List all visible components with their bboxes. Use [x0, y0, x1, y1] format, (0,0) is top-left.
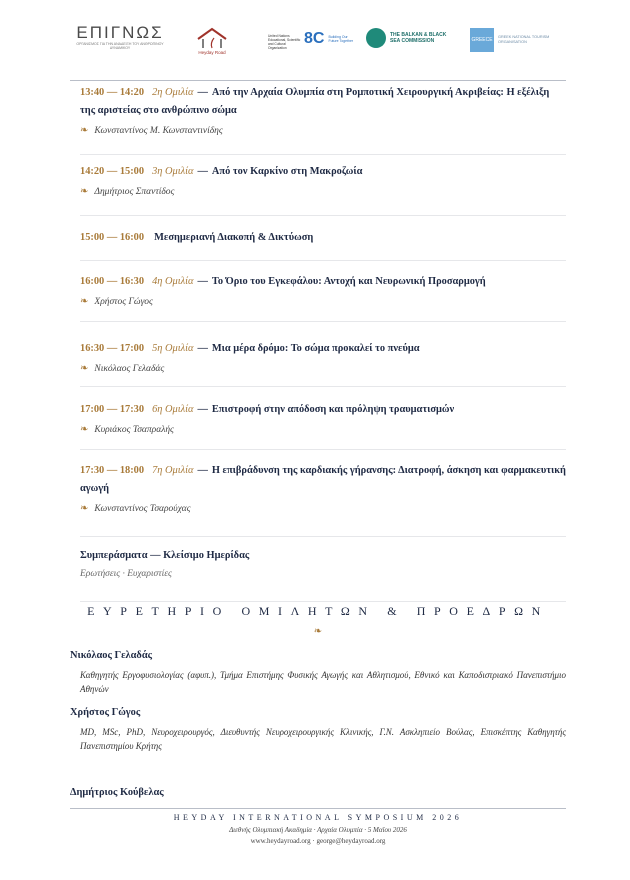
session-talk-3: [80, 155, 566, 216]
leaf-icon: ❧: [80, 503, 89, 514]
gnto-text: GREEK NATIONAL TOURISM ORGANISATION: [498, 35, 550, 44]
heyday-road-caption: Heyday Road: [198, 50, 226, 55]
session-closing: [80, 537, 566, 602]
speaker-name: Νικόλαος Γελαδάς: [94, 364, 165, 374]
session-time: 14:20 — 15:00: [80, 166, 145, 177]
header-logos: [0, 24, 630, 64]
session-time: 13:40 — 14:20: [80, 87, 145, 98]
speaker-name: Χρήστος Γώγος: [94, 297, 153, 307]
closing-note: Ερωτήσεις · Ευχαριστίες: [80, 569, 172, 579]
session-heading: [80, 155, 566, 181]
unesco-logo: [268, 34, 304, 50]
session-talk-4: [80, 261, 566, 322]
gnto-box: GREECE: [470, 28, 494, 52]
session-speaker: [80, 295, 566, 309]
session-heading: [80, 84, 566, 120]
building-peace-mark: 8C: [304, 30, 325, 48]
session-title: Μια μέρα δρόμο: Το σώμα προκαλεί το πνεύμα: [211, 343, 420, 354]
header-divider: [70, 80, 566, 81]
footer-contact: www.heydayroad.org · george@heydayroad.org: [250, 837, 386, 845]
leaf-icon: ❧: [80, 186, 89, 197]
session-time: 16:30 — 17:00: [80, 343, 145, 354]
session-heading: [80, 261, 566, 291]
bbsc-emblem-icon: [366, 28, 386, 48]
session-dash: —: [197, 276, 208, 287]
session-title: Από τον Καρκίνο στη Μακροζωία: [211, 166, 363, 177]
leaf-icon: ❧: [80, 424, 89, 435]
index-entry-name: Χρήστος Γώγος: [70, 707, 141, 718]
session-speaker: [80, 362, 566, 376]
house-road-icon: [195, 26, 229, 50]
session-talk-7: [80, 450, 566, 537]
speaker-name: Κυριάκος Τσαπραλής: [94, 425, 174, 435]
session-number: 4η Ομιλία: [152, 276, 194, 287]
footer-title: HEYDAY INTERNATIONAL SYMPOSIUM 2026: [173, 813, 463, 822]
session-heading: [80, 216, 566, 247]
session-dash: —: [197, 404, 208, 415]
epignos-logo: [74, 24, 166, 50]
epignos-subtitle: ΟΡΓΑΝΙΣΜΟΣ ΓΙΑ ΤΗΝ ΑΝΑΔΕΙΞΗ ΤΟΥ ΑΝΘΡΩΠΙΝΟΥ ΔΥΝΑΜΙΚΟΥ: [76, 42, 164, 50]
index-entry-bio: MD, MSc, PhD, Νευροχειρουργός, Διευθυντής Νευροχειρουργικής Κλινικής, Γ.Ν. Ασκληπιείο Βούλας, Επισκέπτης Καθηγητής Πανεπιστημίου Κρήτης: [80, 727, 566, 751]
session-dash: —: [197, 166, 208, 177]
session-number: 7η Ομιλία: [152, 465, 194, 476]
gnto-logo: [470, 28, 560, 52]
bbsc-logo: [366, 28, 450, 48]
leaf-icon: ❧: [80, 296, 89, 307]
ornament-leaf-icon: ❧: [313, 626, 323, 637]
speaker-name: Δημήτριος Σπαντίδος: [94, 187, 175, 197]
session-number: 3η Ομιλία: [152, 166, 194, 177]
building-peace-text: Building Our Future Together: [328, 35, 354, 44]
index-heading: ΕΥΡΕΤΗΡΙΟ ΟΜΙΛΗΤΩΝ & ΠΡΟΕΔΡΩΝ: [87, 604, 549, 618]
session-heading: [80, 450, 566, 498]
session-heading: [80, 322, 566, 358]
session-title: Το Όριο του Εγκεφάλου: Αντοχή και Νευρωνική Προσαρμογή: [211, 276, 486, 287]
session-time: 16:00 — 16:30: [80, 276, 145, 287]
session-heading: [80, 387, 566, 419]
epignos-wordmark: ΕΠΙΓΝΩΣ: [76, 23, 164, 42]
unesco-text: United Nations Educational, Scientific and Cultural Organization: [268, 34, 301, 50]
session-speaker: [80, 423, 566, 437]
session-title: Η επιβράδυνση της καρδιακής γήρανσης: Διατροφή, άσκηση και φαρμακευτική αγωγή: [80, 465, 566, 494]
closing-title: [80, 537, 566, 565]
session-dash: —: [197, 343, 208, 354]
footer-place: Διεθνής Ολυμπιακή Ακαδημία · Αρχαία Ολυμπία · 5 Μαΐου 2026: [229, 826, 407, 834]
index-entry-name: Δημήτριος Κούβελας: [70, 787, 164, 798]
index-entry-name: Νικόλαος Γελαδάς: [70, 650, 152, 661]
session-number: 5η Ομιλία: [152, 343, 194, 354]
session-speaker: [80, 502, 566, 516]
session-speaker: [80, 124, 566, 138]
session-talk-2: [80, 84, 566, 155]
session-number: 2η Ομιλία: [152, 87, 194, 98]
session-title: Μεσημεριανή Διακοπή & Δικτύωση: [154, 232, 314, 243]
heyday-road-logo: [192, 26, 232, 55]
leaf-icon: ❧: [80, 125, 89, 136]
session-speaker: [80, 185, 566, 199]
session-dash: —: [197, 87, 208, 98]
program-list: [80, 84, 566, 602]
building-peace-logo: [304, 30, 360, 48]
closing-title-text: Συμπεράσματα — Κλείσιμο Ημερίδας: [80, 550, 250, 561]
session-talk-5: [80, 322, 566, 387]
session-number: 6η Ομιλία: [152, 404, 194, 415]
session-dash: —: [197, 465, 208, 476]
session-title: Επιστροφή στην απόδοση και πρόληψη τραυματισμών: [211, 404, 455, 415]
speaker-name: Κωνσταντίνος Τσαρούχας: [94, 504, 191, 514]
footer-divider: [70, 808, 566, 809]
session-title: Από την Αρχαία Ολυμπία στη Ρομποτική Χειρουργική Ακριβείας: Η εξέλιξη της αριστείας στο ανθρώπινο σώμα: [80, 87, 550, 116]
leaf-icon: ❧: [80, 363, 89, 374]
session-time: 17:30 — 18:00: [80, 465, 145, 476]
index-entry-bio: Καθηγητής Εργοφυσιολογίας (αφυπ.), Τμήμα Επιστήμης Φυσικής Αγωγής και Αθλητισμού, Εθνικό και Καποδιστριακό Πανεπιστήμιο Αθηνών: [80, 670, 566, 694]
session-talk-6: [80, 387, 566, 450]
session-time: 17:00 — 17:30: [80, 404, 145, 415]
bbsc-text: THE BALKAN & BLACK SEA COMMISSION: [390, 32, 447, 44]
session-time: 15:00 — 16:00: [80, 232, 145, 243]
speaker-name: Κωνσταντίνος Μ. Κωνσταντινίδης: [94, 126, 223, 136]
session-break: [80, 216, 566, 261]
